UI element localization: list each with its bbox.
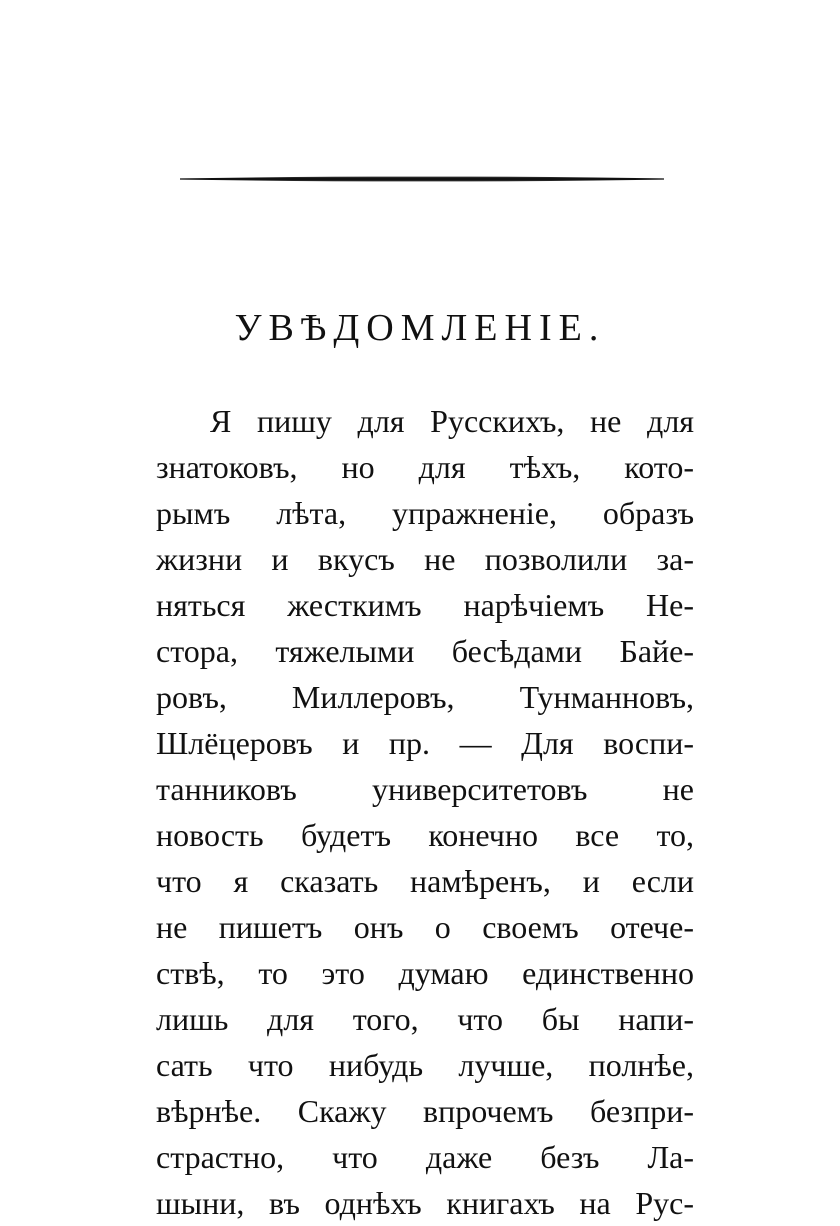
- text-line: сать что нибудь лучше, полнѣе,: [156, 1047, 694, 1083]
- text-line: страстно, что даже безъ Ла-: [156, 1139, 694, 1175]
- text-line: шыни, въ однѣхъ книгахъ на Рус-: [156, 1185, 694, 1221]
- text-line: Я пишу для Русскихъ, не для: [210, 403, 694, 439]
- text-line: жизни и вкусъ не позволили за-: [156, 541, 694, 577]
- text-line: новость будетъ конечно все то,: [156, 817, 694, 853]
- text-line: вѣрнѣе. Скажу впрочемъ безпри-: [156, 1093, 694, 1129]
- text-line: не пишетъ онъ о своемъ отече-: [156, 909, 694, 945]
- text-line: рымъ лѣта, упражненіе, образъ: [156, 495, 694, 531]
- text-line: ровъ, Миллеровъ, Тунманновъ,: [156, 679, 694, 715]
- body-text: [156, 398, 694, 1226]
- text-line: лишь для того, что бы напи-: [156, 1001, 694, 1037]
- text-line: танниковъ университетовъ не: [156, 771, 694, 807]
- page-heading: УВѢДОМЛЕНІЕ.: [234, 307, 606, 349]
- text-line: няться жесткимъ нарѣчіемъ Не-: [156, 587, 694, 623]
- text-line: ствѣ, то это думаю единственно: [156, 955, 694, 991]
- decorative-rule: [180, 176, 664, 182]
- text-line: стора, тяжелыми бесѣдами Байе-: [156, 633, 694, 669]
- text-line: что я сказать намѣренъ, и если: [156, 863, 694, 899]
- text-line: Шлёцеровъ и пр. — Для воспи-: [156, 725, 694, 761]
- text-line: знатоковъ, но для тѣхъ, кото-: [156, 449, 694, 485]
